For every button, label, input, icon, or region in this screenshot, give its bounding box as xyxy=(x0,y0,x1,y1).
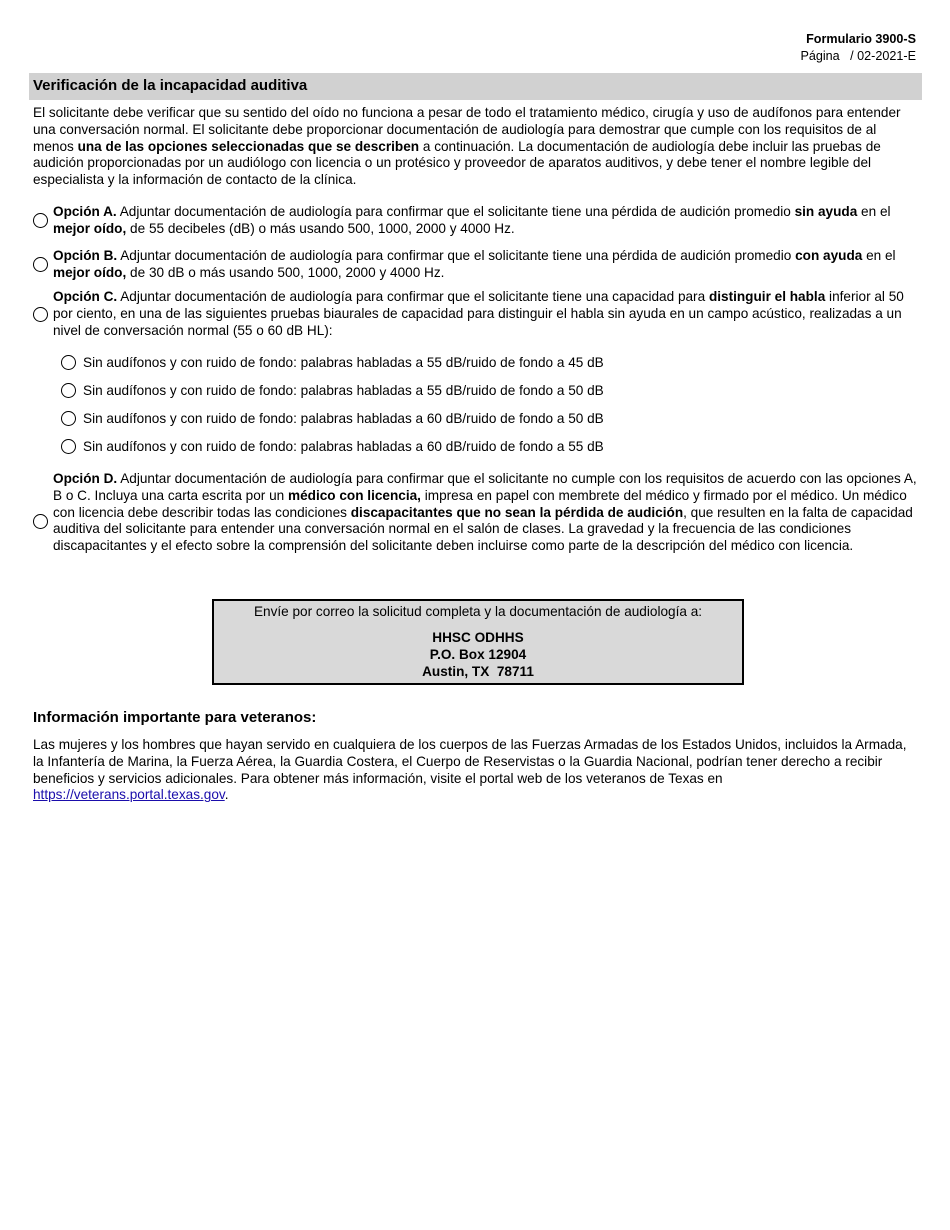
intro-text-2: a continuación. La documentación de audiología debe incluir las pruebas de audición proporcionadas por un audiólogo con licencia o un protésico y proveedor de aparatos auditivos, y debe tener el nombre legible del especialista y la información de contacto de la clínica. xyxy=(33,138,881,188)
option-b-b2: mejor oído, xyxy=(53,264,127,280)
option-b-label: Opción B. xyxy=(53,248,118,263)
option-c-radio[interactable] xyxy=(33,307,48,322)
veterans-portal-link[interactable]: https://veterans.portal.texas.gov xyxy=(33,787,225,803)
mailing-line-3: Austin, TX 78711 xyxy=(422,663,534,679)
section-title: Verificación de la incapacidad auditiva xyxy=(29,73,922,100)
option-d-label: Opción D. xyxy=(53,471,118,486)
veterans-text: Las mujeres y los hombres que hayan servido en cualquiera de los cuerpos de las Fuerzas Armadas de los Estados Unidos, incluidos la Armada, la Infantería de Marina, la Fuerza Aérea, la Guardia Costera, el Cuerpo de Reservistas o la Guardia Nacional, podrían tener derecho a recibir beneficios y servicios adicionales. Para obtener más información, visite el portal web de los veteranos de Texas en xyxy=(33,737,907,786)
option-a-b1: sin ayuda xyxy=(794,204,858,219)
option-c-t2: inferior al 50 por ciento, en una de las siguientes pruebas biaurales de capacidad para distinguir el habla sin ayuda en un campo acústico, realizadas a un nivel de conversación normal (55 o 60 dB HL): xyxy=(53,289,904,338)
option-d-t3: , que resulten en la falta de capacidad auditiva del solicitante para entender una conversación normal en el salón de clases. La gravedad y la frecuencia de las condiciones discapacitantes y el efecto sobre la comprensión del solicitante deben incluirse como parte de la descripción del médico con licencia. xyxy=(53,504,913,554)
option-c-sub-4-text: Sin audífonos y con ruido de fondo: palabras habladas a 60 dB/ruido de fondo a 55 dB xyxy=(83,439,604,454)
option-c-t1: Adjuntar documentación de audiología para confirmar que el solicitante tiene una capacidad para xyxy=(117,289,709,304)
option-a-b2: mejor oído, xyxy=(53,220,127,236)
option-b-t1: Adjuntar documentación de audiología para confirmar que el solicitante tiene una pérdida de audición promedio xyxy=(117,248,796,263)
option-b-t3: de 30 dB o más usando 500, 1000, 2000 y 4000 Hz. xyxy=(126,264,445,280)
veterans-heading: Información importante para veteranos: xyxy=(33,709,317,726)
option-d-b1: médico con licencia, xyxy=(288,487,421,503)
option-b-text xyxy=(53,248,917,282)
option-d-t1: Adjuntar documentación de audiología para confirmar que el solicitante no cumple con los requisitos de acuerdo con las opciones A, B o C. Incluya una carta escrita por un xyxy=(53,471,917,503)
page-info: Página / 02-2021-E xyxy=(800,49,916,63)
intro-text-1: El solicitante debe verificar que su sentido del oído no funciona a pesar de todo el tratamiento médico, cirugía y uso de audífonos para entender una conversación normal. El solicitante debe proporcionar documentación de audiología para demostrar que cumple con los requisitos de al menos xyxy=(33,105,901,154)
intro-paragraph xyxy=(33,105,915,189)
option-b-t2: en el xyxy=(862,248,896,263)
mailing-line-2: P.O. Box 12904 xyxy=(429,646,527,662)
option-b-b1: con ayuda xyxy=(795,248,863,263)
mailing-address xyxy=(214,630,742,680)
option-d-text xyxy=(53,471,917,555)
option-a-t3: de 55 decibeles (dB) o más usando 500, 1000, 2000 y 4000 Hz. xyxy=(126,220,515,236)
option-a-t1: Adjuntar documentación de audiología para confirmar que el solicitante tiene una pérdida de audición promedio xyxy=(116,204,795,219)
option-c-sub-2-radio[interactable] xyxy=(61,383,76,398)
veterans-period: . xyxy=(224,787,229,803)
option-c-sub-4-radio[interactable] xyxy=(61,439,76,454)
option-c-sub-2-text: Sin audífonos y con ruido de fondo: palabras habladas a 55 dB/ruido de fondo a 50 dB xyxy=(83,383,604,398)
form-number: Formulario 3900-S xyxy=(806,32,916,46)
option-d-t2: impresa en papel con membrete del médico y firmado por el médico. Un médico con licencia debe describir todas las condiciones xyxy=(53,487,907,520)
option-c-text xyxy=(53,289,917,339)
option-d-b2: discapacitantes que no sean la pérdida de audición xyxy=(350,504,684,520)
option-c-sub-1-text: Sin audífonos y con ruido de fondo: palabras habladas a 55 dB/ruido de fondo a 45 dB xyxy=(83,355,604,370)
option-b-radio[interactable] xyxy=(33,257,48,272)
option-c-sub-3-text: Sin audífonos y con ruido de fondo: palabras habladas a 60 dB/ruido de fondo a 50 dB xyxy=(83,411,604,426)
option-c-label: Opción C. xyxy=(53,289,118,304)
option-a-text xyxy=(53,204,917,238)
option-c-sub-1-radio[interactable] xyxy=(61,355,76,370)
option-a-label: Opción A. xyxy=(53,204,117,219)
option-d-radio[interactable] xyxy=(33,514,48,529)
mailing-line-1: HHSC ODHHS xyxy=(432,630,524,645)
veterans-paragraph xyxy=(33,737,915,804)
option-c-sub-3-radio[interactable] xyxy=(61,411,76,426)
option-c-b1: distinguir el habla xyxy=(708,289,826,304)
intro-bold: una de las opciones seleccionadas que se describen xyxy=(77,138,420,154)
option-a-radio[interactable] xyxy=(33,213,48,228)
mailing-address-box xyxy=(212,599,744,685)
mailing-intro: Envíe por correo la solicitud completa y la documentación de audiología a: xyxy=(253,604,703,619)
option-a-t2: en el xyxy=(857,204,891,219)
